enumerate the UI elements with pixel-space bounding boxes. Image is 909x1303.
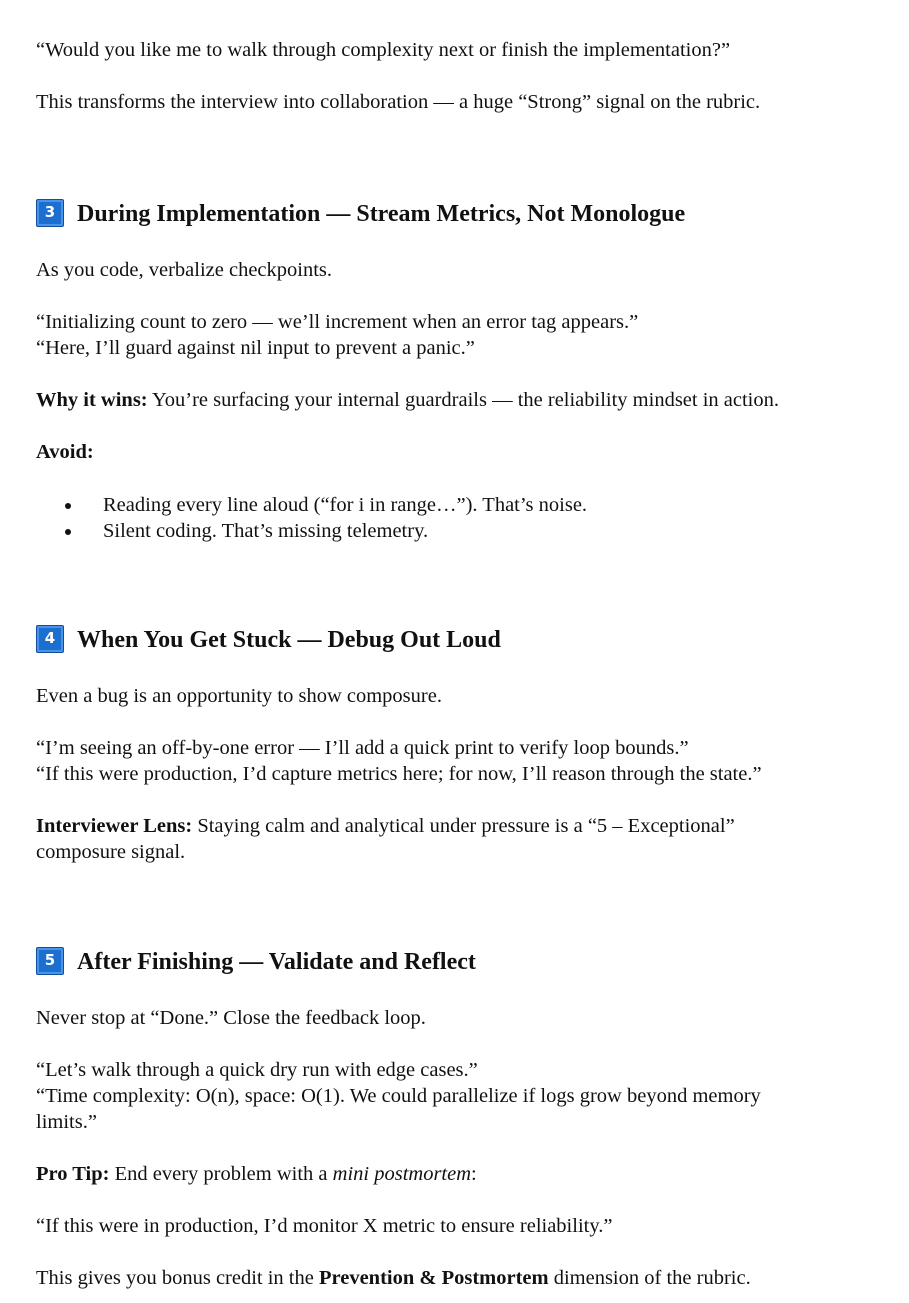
section-5-tip [36,1161,477,1187]
section-3-title: During Implementation — Stream Metrics, Not Monologue [77,201,686,227]
why-text: You’re surfacing your internal guardrails — the reliability mindset in action. [147,389,780,411]
why-label: Why it wins: [36,389,148,411]
closing-start: This gives you bonus credit in the [36,1267,319,1289]
tip-italic: mini postmortem [332,1163,472,1185]
section-5-quote: “Time complexity: O(n), space: O(1). We could parallelize if logs grow beyond memory [36,1085,761,1107]
section-3-heading [36,199,685,229]
section-4-lead-text: Even a bug is an opportunity to show composure. [36,685,442,707]
section-4-heading [36,625,501,655]
tip-text: End every problem with a [109,1163,333,1185]
bullet-icon [65,503,71,509]
section-5-lead [36,1005,426,1031]
section-5-heading [36,947,476,977]
tip-label: Pro Tip: [36,1163,110,1185]
closing-bold: Prevention & Postmortem [318,1267,549,1289]
section-4-quote: “I’m seeing an off-by-one error — I’ll add a quick print to verify loop bounds.” [36,737,689,759]
list-item-text: Reading every line aloud (“for i in range…”). That’s noise. [103,494,588,516]
section-3-lead-text: As you code, verbalize checkpoints. [36,259,333,281]
section-4-title: When You Get Stuck — Debug Out Loud [77,627,501,653]
section-3-lead [36,257,332,283]
final-quote-text: “If this were in production, I’d monitor X metric to ensure reliability.” [36,1215,613,1237]
section-3-quote: “Initializing count to zero — we’ll increment when an error tag appears.” [36,311,639,333]
section-3-why [36,387,779,413]
section-3-quotes [36,309,638,361]
section-5-quote: limits.” [36,1111,97,1133]
number-5-badge-icon: 5 [36,947,64,975]
bullet-icon [65,529,71,535]
section-5-quote: “Let’s walk through a quick dry run with edge cases.” [36,1059,478,1081]
lens-text: Staying calm and analytical under pressure is a “5 – Exceptional” [192,815,735,837]
section-4-quotes [36,735,762,787]
section-4-lead [36,683,442,709]
section-5-final-quote [36,1213,612,1239]
section-5-quotes [36,1057,761,1135]
lens-label: Interviewer Lens: [36,815,193,837]
intro-summary [36,89,760,115]
section-4-quote: “If this were production, I’d capture metrics here; for now, I’ll reason through the state.” [36,763,762,785]
number-3-badge-icon: 3 [36,199,64,227]
avoid-label: Avoid: [36,441,94,463]
section-5-closing [36,1265,751,1291]
section-3-quote: “Here, I’ll guard against nil input to prevent a panic.” [36,337,475,359]
section-5-title: After Finishing — Validate and Reflect [77,949,476,975]
intro-quote-text: “Would you like me to walk through complexity next or finish the implementation?” [36,39,731,61]
intro-quote [36,37,730,63]
list-item-text: Silent coding. That’s missing telemetry. [103,520,429,542]
section-3-avoid [36,439,94,465]
lens-text-continued: composure signal. [36,841,186,863]
intro-summary-text: This transforms the interview into collaboration — a huge “Strong” signal on the rubric. [36,91,761,113]
section-4-lens [36,813,735,865]
number-4-badge-icon: 4 [36,625,64,653]
closing-end: dimension of the rubric. [548,1267,751,1289]
section-5-lead-text: Never stop at “Done.” Close the feedback loop. [36,1007,426,1029]
tip-end: : [471,1163,477,1185]
